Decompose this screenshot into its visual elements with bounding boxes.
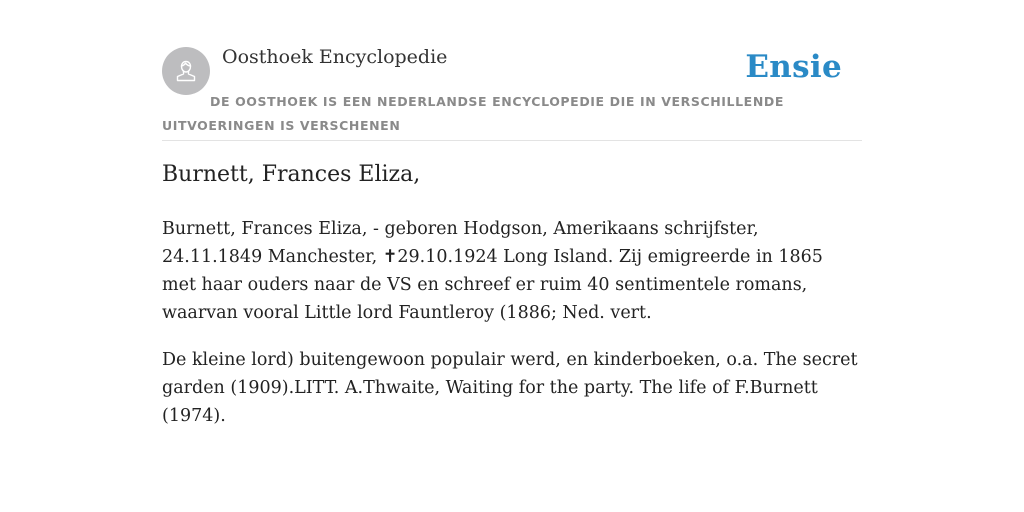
source-avatar[interactable] [162, 47, 210, 95]
source-name[interactable]: Oosthoek Encyclopedie [222, 46, 448, 68]
source-description: DE OOSTHOEK IS EEN NEDERLANDSE ENCYCLOPEDIE DIE IN VERSCHILLENDE UITVOERINGEN IS VERSCHENEN [162, 94, 784, 133]
article-title: Burnett, Frances Eliza, [162, 162, 421, 187]
article-body [162, 215, 862, 449]
article-paragraph: De kleine lord) buitengewoon populair werd, en kinderboeken, o.a. The secret garden (1909).LITT. A.Thwaite, Waiting for the party. The life of F.Burnett (1974). [162, 350, 858, 426]
article-paragraph: Burnett, Frances Eliza, - geboren Hodgson, Amerikaans schrijfster, 24.11.1849 Manchester, ✝29.10.1924 Long Island. Zij emigreerde in 1865 met haar ouders naar de VS en schreef er ruim 40 sentimentele romans, waarvan vooral Little lord Fauntleroy (1886; Ned. vert. [162, 219, 823, 323]
brand-logo[interactable]: Ensie [745, 49, 842, 85]
user-silhouette-icon [172, 57, 200, 85]
source-header [162, 45, 862, 141]
